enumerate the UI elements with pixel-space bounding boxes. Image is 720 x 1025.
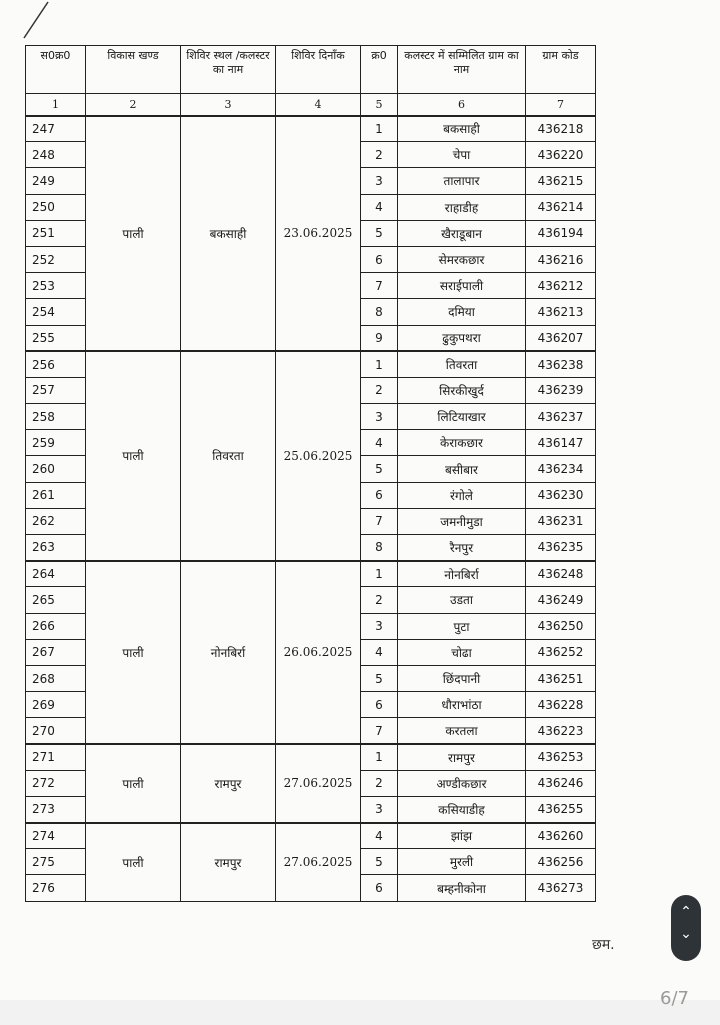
serial-cell: 259 <box>26 430 86 456</box>
seq-cell: 7 <box>361 508 398 534</box>
serial-cell: 272 <box>26 770 86 796</box>
chevron-down-icon[interactable]: ⌄ <box>680 926 692 942</box>
village-cell: बसीबार <box>398 456 526 482</box>
village-cell: राहाडीह <box>398 194 526 220</box>
serial-cell: 248 <box>26 142 86 168</box>
header-camp-site: शिविर स्थल /कलस्टर का नाम <box>181 46 276 94</box>
seq-cell: 1 <box>361 116 398 142</box>
header-village-code: ग्राम कोड <box>526 46 596 94</box>
village-code-cell: 436251 <box>526 665 596 691</box>
serial-cell: 273 <box>26 796 86 822</box>
serial-cell: 263 <box>26 535 86 561</box>
seq-cell: 2 <box>361 587 398 613</box>
village-cell: बकसाही <box>398 116 526 142</box>
village-code-cell: 436223 <box>526 718 596 744</box>
village-cell: सराईपाली <box>398 273 526 299</box>
camp-site-cell: रामपुर <box>181 744 276 823</box>
village-code-cell: 436212 <box>526 273 596 299</box>
serial-cell: 247 <box>26 116 86 142</box>
village-cell: अण्डीकछार <box>398 770 526 796</box>
seq-cell: 1 <box>361 744 398 770</box>
block-cell: पाली <box>86 823 181 902</box>
serial-cell: 274 <box>26 823 86 849</box>
village-code-cell: 436220 <box>526 142 596 168</box>
village-cell: दमिया <box>398 299 526 325</box>
serial-cell: 267 <box>26 639 86 665</box>
village-cell: मुरली <box>398 849 526 875</box>
village-cell: रामपुर <box>398 744 526 770</box>
village-code-cell: 436230 <box>526 482 596 508</box>
village-code-cell: 436234 <box>526 456 596 482</box>
village-cell: नोनबिर्रा <box>398 561 526 587</box>
village-code-cell: 436256 <box>526 849 596 875</box>
village-code-cell: 436273 <box>526 875 596 901</box>
serial-cell: 253 <box>26 273 86 299</box>
camp-schedule-table <box>25 45 596 902</box>
village-cell: छिंदपानी <box>398 665 526 691</box>
serial-cell: 252 <box>26 246 86 272</box>
serial-cell: 250 <box>26 194 86 220</box>
header-block: विकास खण्ड <box>86 46 181 94</box>
camp-date-cell: 27.06.2025 <box>276 823 361 902</box>
village-code-cell: 436249 <box>526 587 596 613</box>
village-cell: केराकछार <box>398 430 526 456</box>
serial-cell: 270 <box>26 718 86 744</box>
table-row <box>26 823 596 849</box>
village-code-cell: 436253 <box>526 744 596 770</box>
seq-cell: 3 <box>361 613 398 639</box>
seq-cell: 4 <box>361 823 398 849</box>
page-scroll-control[interactable] <box>671 895 701 961</box>
village-cell: उडता <box>398 587 526 613</box>
village-cell: लिटियाखार <box>398 404 526 430</box>
village-code-cell: 436235 <box>526 535 596 561</box>
serial-cell: 266 <box>26 613 86 639</box>
header-village: कलस्टर में सम्मिलित ग्राम का नाम <box>398 46 526 94</box>
serial-cell: 271 <box>26 744 86 770</box>
seq-cell: 7 <box>361 718 398 744</box>
serial-cell: 254 <box>26 299 86 325</box>
village-code-cell: 436231 <box>526 508 596 534</box>
village-cell: रैनपुर <box>398 535 526 561</box>
village-code-cell: 436248 <box>526 561 596 587</box>
village-cell: चेपा <box>398 142 526 168</box>
seq-cell: 3 <box>361 404 398 430</box>
seq-cell: 4 <box>361 639 398 665</box>
column-number-row <box>26 94 596 116</box>
serial-cell: 249 <box>26 168 86 194</box>
seq-cell: 5 <box>361 456 398 482</box>
village-cell: सिरकीखुर्द <box>398 377 526 403</box>
seq-cell: 2 <box>361 142 398 168</box>
village-cell: रंगोले <box>398 482 526 508</box>
village-code-cell: 436207 <box>526 325 596 351</box>
camp-site-cell: नोनबिर्रा <box>181 561 276 744</box>
serial-cell: 269 <box>26 692 86 718</box>
village-code-cell: 436194 <box>526 220 596 246</box>
village-cell: तालापार <box>398 168 526 194</box>
column-number: 5 <box>361 94 398 116</box>
seq-cell: 2 <box>361 377 398 403</box>
header-seq: क्र0 <box>361 46 398 94</box>
seq-cell: 5 <box>361 849 398 875</box>
column-number: 3 <box>181 94 276 116</box>
village-cell: धौराभांठा <box>398 692 526 718</box>
seq-cell: 6 <box>361 482 398 508</box>
village-cell: चोढा <box>398 639 526 665</box>
camp-site-cell: तिवरता <box>181 351 276 561</box>
village-cell: जमनीमुडा <box>398 508 526 534</box>
table-body <box>26 116 596 902</box>
village-cell: बम्हनीकोना <box>398 875 526 901</box>
seq-cell: 6 <box>361 246 398 272</box>
seq-cell: 7 <box>361 273 398 299</box>
chevron-up-icon[interactable]: ⌃ <box>680 904 692 920</box>
column-number: 2 <box>86 94 181 116</box>
block-cell: पाली <box>86 116 181 352</box>
seq-cell: 1 <box>361 561 398 587</box>
serial-cell: 261 <box>26 482 86 508</box>
table-row <box>26 744 596 770</box>
camp-site-cell: रामपुर <box>181 823 276 902</box>
serial-cell: 276 <box>26 875 86 901</box>
seq-cell: 3 <box>361 796 398 822</box>
seq-cell: 4 <box>361 194 398 220</box>
village-code-cell: 436228 <box>526 692 596 718</box>
village-code-cell: 436246 <box>526 770 596 796</box>
table-row <box>26 116 596 142</box>
village-cell: पुटा <box>398 613 526 639</box>
serial-cell: 258 <box>26 404 86 430</box>
village-cell: कसियाडीह <box>398 796 526 822</box>
village-code-cell: 436250 <box>526 613 596 639</box>
village-cell: खैराडूबान <box>398 220 526 246</box>
seq-cell: 8 <box>361 299 398 325</box>
camp-date-cell: 23.06.2025 <box>276 116 361 352</box>
pen-mark <box>20 0 50 40</box>
village-code-cell: 436255 <box>526 796 596 822</box>
seq-cell: 1 <box>361 351 398 377</box>
column-number: 4 <box>276 94 361 116</box>
village-code-cell: 436218 <box>526 116 596 142</box>
column-number: 7 <box>526 94 596 116</box>
block-cell: पाली <box>86 561 181 744</box>
seq-cell: 5 <box>361 220 398 246</box>
serial-cell: 262 <box>26 508 86 534</box>
village-code-cell: 436239 <box>526 377 596 403</box>
village-code-cell: 436252 <box>526 639 596 665</box>
village-code-cell: 436214 <box>526 194 596 220</box>
column-number: 1 <box>26 94 86 116</box>
handwritten-initials: छम. <box>592 937 615 953</box>
seq-cell: 2 <box>361 770 398 796</box>
camp-date-cell: 27.06.2025 <box>276 744 361 823</box>
village-cell: करतला <box>398 718 526 744</box>
header-serial: स0क्र0 <box>26 46 86 94</box>
seq-cell: 6 <box>361 692 398 718</box>
serial-cell: 257 <box>26 377 86 403</box>
village-code-cell: 436213 <box>526 299 596 325</box>
seq-cell: 4 <box>361 430 398 456</box>
serial-cell: 251 <box>26 220 86 246</box>
seq-cell: 9 <box>361 325 398 351</box>
serial-cell: 256 <box>26 351 86 377</box>
table-row <box>26 351 596 377</box>
block-cell: पाली <box>86 744 181 823</box>
village-cell: तिवरता <box>398 351 526 377</box>
camp-site-cell: बकसाही <box>181 116 276 352</box>
page-indicator: 6/7 <box>660 988 689 1009</box>
column-number: 6 <box>398 94 526 116</box>
serial-cell: 260 <box>26 456 86 482</box>
serial-cell: 275 <box>26 849 86 875</box>
village-code-cell: 436238 <box>526 351 596 377</box>
serial-cell: 264 <box>26 561 86 587</box>
serial-cell: 265 <box>26 587 86 613</box>
block-cell: पाली <box>86 351 181 561</box>
village-code-cell: 436215 <box>526 168 596 194</box>
seq-cell: 5 <box>361 665 398 691</box>
header-camp-date: शिविर दिनाँक <box>276 46 361 94</box>
village-code-cell: 436147 <box>526 430 596 456</box>
seq-cell: 6 <box>361 875 398 901</box>
table-row <box>26 561 596 587</box>
village-code-cell: 436237 <box>526 404 596 430</box>
camp-date-cell: 25.06.2025 <box>276 351 361 561</box>
header-row <box>26 46 596 94</box>
serial-cell: 268 <box>26 665 86 691</box>
camp-date-cell: 26.06.2025 <box>276 561 361 744</box>
village-code-cell: 436260 <box>526 823 596 849</box>
seq-cell: 3 <box>361 168 398 194</box>
seq-cell: 8 <box>361 535 398 561</box>
village-cell: ढुकुपथरा <box>398 325 526 351</box>
village-cell: सेमरकछार <box>398 246 526 272</box>
village-cell: झांझ <box>398 823 526 849</box>
village-code-cell: 436216 <box>526 246 596 272</box>
serial-cell: 255 <box>26 325 86 351</box>
